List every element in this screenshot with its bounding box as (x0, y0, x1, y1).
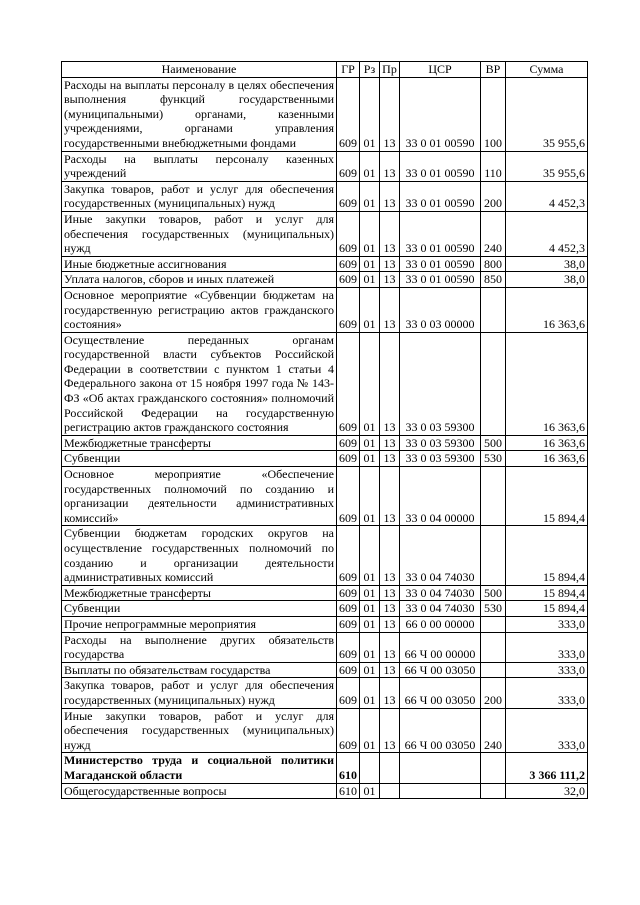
cell-vr: 110 (481, 151, 506, 181)
cell-csr: 66 Ч 00 03050 (400, 678, 481, 708)
header-sum: Сумма (506, 62, 588, 78)
cell-pr: 13 (380, 616, 400, 632)
cell-name: Прочие непрограммные мероприятия (62, 616, 337, 632)
cell-name: Иные закупки товаров, работ и услуг для обеспечения государственных (муниципальных) нужд (62, 211, 337, 256)
cell-sum: 16 363,6 (506, 287, 588, 332)
cell-vr (481, 526, 506, 585)
cell-vr: 530 (481, 601, 506, 617)
cell-sum: 35 955,6 (506, 77, 588, 151)
table-header-row (62, 62, 588, 78)
cell-vr: 240 (481, 708, 506, 753)
cell-pr: 13 (380, 151, 400, 181)
cell-rz (360, 753, 380, 783)
table-row (62, 181, 588, 211)
cell-csr: 66 Ч 00 03050 (400, 662, 481, 678)
cell-rz: 01 (360, 526, 380, 585)
cell-name: Осуществление переданных органам государственной власти субъектов Российской Федерации в соответствии с пунктом 1 статьи 4 Федерального закона от 15 ноября 1997 года № 143-ФЗ «Об актах гражданского состояния» полномочий Российской Федерации на государственную регистрацию актов гражданского состояния (62, 332, 337, 435)
cell-gr: 609 (337, 272, 360, 288)
table-row (62, 708, 588, 753)
cell-sum: 32,0 (506, 783, 588, 799)
table-row (62, 753, 588, 783)
cell-rz: 01 (360, 585, 380, 601)
cell-sum: 4 452,3 (506, 211, 588, 256)
budget-table (61, 61, 588, 799)
cell-csr: 33 0 01 00590 (400, 272, 481, 288)
cell-sum: 15 894,4 (506, 467, 588, 526)
cell-pr: 13 (380, 256, 400, 272)
header-rz: Рз (360, 62, 380, 78)
cell-sum: 15 894,4 (506, 526, 588, 585)
cell-rz: 01 (360, 181, 380, 211)
cell-gr: 609 (337, 467, 360, 526)
cell-csr: 66 0 00 00000 (400, 616, 481, 632)
cell-sum: 35 955,6 (506, 151, 588, 181)
cell-csr: 33 0 01 00590 (400, 256, 481, 272)
cell-vr (481, 632, 506, 662)
cell-name: Межбюджетные трансферты (62, 435, 337, 451)
cell-csr: 33 0 01 00590 (400, 181, 481, 211)
header-vr: ВР (481, 62, 506, 78)
cell-vr: 200 (481, 181, 506, 211)
cell-vr (481, 467, 506, 526)
header-pr: Пр (380, 62, 400, 78)
cell-gr: 609 (337, 616, 360, 632)
cell-pr: 13 (380, 272, 400, 288)
cell-gr: 609 (337, 181, 360, 211)
table-row (62, 526, 588, 585)
cell-gr: 609 (337, 151, 360, 181)
cell-csr: 33 0 04 74030 (400, 526, 481, 585)
cell-csr: 33 0 03 00000 (400, 287, 481, 332)
cell-vr: 200 (481, 678, 506, 708)
table-row (62, 256, 588, 272)
cell-name: Субвенции бюджетам городских округов на осуществление государственных полномочий по созданию и организации деятельности административных комиссий (62, 526, 337, 585)
table-row (62, 616, 588, 632)
cell-rz: 01 (360, 678, 380, 708)
cell-gr: 609 (337, 708, 360, 753)
cell-pr: 13 (380, 585, 400, 601)
cell-rz: 01 (360, 616, 380, 632)
cell-csr (400, 783, 481, 799)
cell-csr: 33 0 01 00590 (400, 77, 481, 151)
header-gr: ГР (337, 62, 360, 78)
cell-sum: 16 363,6 (506, 451, 588, 467)
cell-rz: 01 (360, 332, 380, 435)
header-csr: ЦСР (400, 62, 481, 78)
cell-rz: 01 (360, 77, 380, 151)
table-row (62, 272, 588, 288)
cell-rz: 01 (360, 435, 380, 451)
cell-vr: 800 (481, 256, 506, 272)
cell-vr (481, 783, 506, 799)
cell-pr: 13 (380, 77, 400, 151)
cell-csr: 33 0 04 74030 (400, 601, 481, 617)
cell-vr (481, 753, 506, 783)
cell-pr: 13 (380, 601, 400, 617)
cell-name: Расходы на выполнение других обязательств государства (62, 632, 337, 662)
cell-sum: 333,0 (506, 662, 588, 678)
cell-pr: 13 (380, 435, 400, 451)
cell-rz: 01 (360, 211, 380, 256)
cell-gr: 610 (337, 753, 360, 783)
cell-rz: 01 (360, 151, 380, 181)
cell-gr: 609 (337, 211, 360, 256)
cell-sum: 16 363,6 (506, 435, 588, 451)
cell-gr: 609 (337, 632, 360, 662)
document-page (61, 61, 587, 799)
cell-name: Иные бюджетные ассигнования (62, 256, 337, 272)
cell-sum: 16 363,6 (506, 332, 588, 435)
cell-vr: 530 (481, 451, 506, 467)
cell-gr: 609 (337, 601, 360, 617)
cell-sum: 333,0 (506, 708, 588, 753)
table-row (62, 783, 588, 799)
cell-name: Основное мероприятие «Субвенции бюджетам на государственную регистрацию актов гражданского состояния» (62, 287, 337, 332)
table-row (62, 332, 588, 435)
table-row (62, 601, 588, 617)
cell-name: Субвенции (62, 451, 337, 467)
cell-rz: 01 (360, 467, 380, 526)
cell-name: Расходы на выплаты персоналу казенных учреждений (62, 151, 337, 181)
cell-name: Расходы на выплаты персоналу в целях обеспечения выполнения функций государственными (муниципальными) органами, казенными учреждениями, органами управления государственными внебюджетными фондами (62, 77, 337, 151)
table-row (62, 151, 588, 181)
cell-pr: 13 (380, 467, 400, 526)
cell-rz: 01 (360, 632, 380, 662)
cell-rz: 01 (360, 601, 380, 617)
cell-rz: 01 (360, 783, 380, 799)
header-name: Наименование (62, 62, 337, 78)
cell-rz: 01 (360, 287, 380, 332)
cell-gr: 609 (337, 256, 360, 272)
table-row (62, 435, 588, 451)
cell-sum: 38,0 (506, 256, 588, 272)
cell-gr: 609 (337, 77, 360, 151)
cell-pr: 13 (380, 678, 400, 708)
cell-name: Иные закупки товаров, работ и услуг для обеспечения государственных (муниципальных) нужд (62, 708, 337, 753)
cell-csr: 33 0 04 00000 (400, 467, 481, 526)
table-row (62, 632, 588, 662)
cell-gr: 609 (337, 451, 360, 467)
table-row (62, 77, 588, 151)
cell-rz: 01 (360, 708, 380, 753)
cell-pr: 13 (380, 211, 400, 256)
cell-gr: 609 (337, 332, 360, 435)
cell-sum: 38,0 (506, 272, 588, 288)
table-row (62, 585, 588, 601)
cell-pr: 13 (380, 662, 400, 678)
cell-vr (481, 662, 506, 678)
cell-pr (380, 783, 400, 799)
table-row (62, 662, 588, 678)
cell-vr: 240 (481, 211, 506, 256)
cell-csr: 33 0 01 00590 (400, 211, 481, 256)
cell-name: Закупка товаров, работ и услуг для обеспечения государственных (муниципальных) нужд (62, 181, 337, 211)
cell-name: Основное мероприятие «Обеспечение государственных полномочий по созданию и организации деятельности административных комиссий» (62, 467, 337, 526)
cell-vr: 500 (481, 585, 506, 601)
cell-name: Уплата налогов, сборов и иных платежей (62, 272, 337, 288)
cell-pr: 13 (380, 451, 400, 467)
cell-name: Выплаты по обязательствам государства (62, 662, 337, 678)
cell-sum: 333,0 (506, 678, 588, 708)
cell-name: Общегосударственные вопросы (62, 783, 337, 799)
cell-csr: 33 0 01 00590 (400, 151, 481, 181)
cell-rz: 01 (360, 662, 380, 678)
cell-gr: 609 (337, 585, 360, 601)
table-row (62, 287, 588, 332)
cell-name: Субвенции (62, 601, 337, 617)
cell-vr: 100 (481, 77, 506, 151)
cell-pr: 13 (380, 526, 400, 585)
cell-vr (481, 287, 506, 332)
cell-csr: 33 0 03 59300 (400, 435, 481, 451)
cell-pr: 13 (380, 332, 400, 435)
cell-gr: 610 (337, 783, 360, 799)
cell-pr: 13 (380, 181, 400, 211)
table-row (62, 467, 588, 526)
table-row (62, 451, 588, 467)
cell-sum: 4 452,3 (506, 181, 588, 211)
cell-pr: 13 (380, 708, 400, 753)
table-body (62, 77, 588, 799)
cell-pr: 13 (380, 632, 400, 662)
cell-rz: 01 (360, 272, 380, 288)
cell-sum: 15 894,4 (506, 601, 588, 617)
cell-csr: 33 0 04 74030 (400, 585, 481, 601)
cell-name: Министерство труда и социальной политики Магаданской области (62, 753, 337, 783)
cell-sum: 3 366 111,2 (506, 753, 588, 783)
cell-vr: 850 (481, 272, 506, 288)
cell-name: Межбюджетные трансферты (62, 585, 337, 601)
cell-pr (380, 753, 400, 783)
cell-sum: 333,0 (506, 616, 588, 632)
cell-sum: 15 894,4 (506, 585, 588, 601)
cell-csr: 33 0 03 59300 (400, 451, 481, 467)
cell-sum: 333,0 (506, 632, 588, 662)
cell-gr: 609 (337, 526, 360, 585)
cell-csr (400, 753, 481, 783)
cell-name: Закупка товаров, работ и услуг для обеспечения государственных (муниципальных) нужд (62, 678, 337, 708)
cell-vr (481, 332, 506, 435)
cell-gr: 609 (337, 287, 360, 332)
cell-vr (481, 616, 506, 632)
cell-gr: 609 (337, 678, 360, 708)
cell-gr: 609 (337, 662, 360, 678)
cell-csr: 66 Ч 00 00000 (400, 632, 481, 662)
cell-gr: 609 (337, 435, 360, 451)
cell-rz: 01 (360, 451, 380, 467)
cell-rz: 01 (360, 256, 380, 272)
cell-vr: 500 (481, 435, 506, 451)
table-row (62, 678, 588, 708)
cell-csr: 66 Ч 00 03050 (400, 708, 481, 753)
table-row (62, 211, 588, 256)
cell-pr: 13 (380, 287, 400, 332)
cell-csr: 33 0 03 59300 (400, 332, 481, 435)
